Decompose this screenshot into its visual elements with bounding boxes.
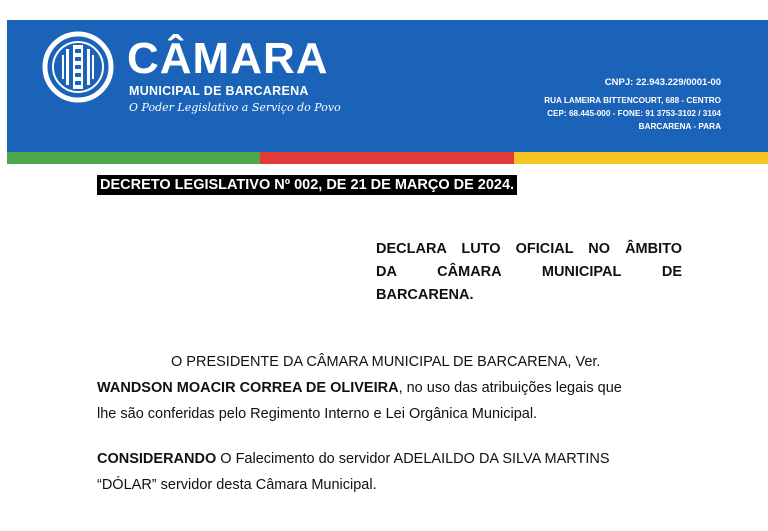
preamble-paragraph [97, 349, 687, 427]
considerando-lead: CONSIDERANDO [97, 451, 217, 467]
decree-title: DECRETO LEGISLATIVO Nº 002, DE 21 DE MARÇO DE 2024. [97, 175, 517, 195]
stripe-yellow [514, 152, 768, 164]
ementa-line-3: BARCARENA. [376, 287, 474, 303]
cnpj-text: CNPJ: 22.943.229/0001-00 [604, 77, 721, 88]
brand-motto: O Poder Legislativo a Serviço do Povo [129, 101, 341, 114]
ementa-line-2: DA CÂMARA MUNICIPAL DE [376, 264, 682, 280]
preamble-line-2-rest: , no uso das atribuições legais que [398, 380, 622, 396]
camara-logo-icon [42, 31, 114, 103]
president-name: WANDSON MOACIR CORREA DE OLIVEIRA [97, 380, 399, 396]
stripe-red [260, 152, 514, 164]
cep-phone-text: CEP: 68.445-000 - FONE: 91 3753-3102 / 3104 [547, 109, 721, 118]
considerando-line-1 [97, 446, 687, 472]
city-text: BARCARENA - PARA [638, 122, 721, 131]
preamble-line-3: lhe são conferidas pelo Regimento Interno e Lei Orgânica Municipal. [97, 406, 538, 422]
ementa-line-1: DECLARA LUTO OFICIAL NO ÂMBITO [376, 241, 682, 257]
stripe-green [7, 152, 260, 164]
decree-ementa [376, 238, 682, 307]
considerando-line-1-rest: O Falecimento do servidor ADELAILDO DA SILVA MARTINS [216, 451, 610, 467]
contact-block [544, 76, 721, 133]
considerando-line-2: “DÓLAR” servidor desta Câmara Municipal. [97, 477, 377, 493]
brand-subtitle: MUNICIPAL DE BARCARENA [129, 84, 309, 98]
address-text: RUA LAMEIRA BITTENCOURT, 688 - CENTRO [544, 96, 721, 105]
considerando-paragraph [97, 446, 687, 498]
preamble-line-2 [97, 375, 687, 401]
preamble-line-1: O PRESIDENTE DA CÂMARA MUNICIPAL DE BARCARENA, Ver. [171, 354, 601, 370]
brand-title: CÂMARA [127, 34, 329, 83]
